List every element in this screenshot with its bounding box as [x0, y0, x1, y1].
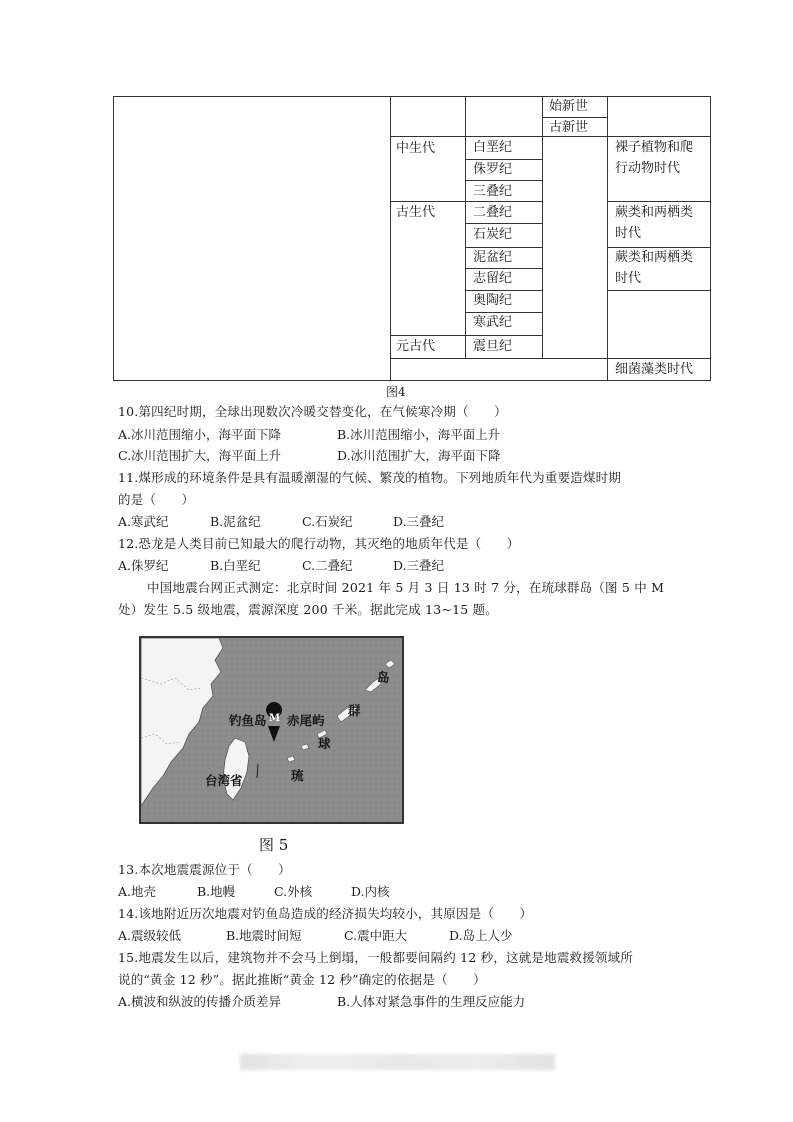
- q14-option-a: A.震级较低: [118, 928, 182, 943]
- life-gymnosperm-line1: 裸子植物和爬: [615, 140, 694, 155]
- period-jurassic: 侏罗纪: [473, 162, 513, 177]
- q14-option-c: C.震中距大: [344, 928, 408, 943]
- question-15-stem-cont: 说的“黄金 12 秒”。据此推断“黄金 12 秒”确定的依据是（ ）: [118, 972, 486, 987]
- period-carboniferous: 石炭纪: [473, 227, 513, 242]
- q11-option-c: C.石炭纪: [302, 514, 353, 529]
- question-14-stem: 14.该地附近历次地震对钓鱼岛造成的经济损失均较小，其原因是（ ）: [118, 906, 533, 921]
- question-11-stem-cont: 的是（ ）: [118, 492, 195, 507]
- q10-option-a: A.冰川范围缩小，海平面下降: [118, 427, 282, 442]
- q11-option-a: A.寒武纪: [118, 514, 169, 529]
- q15-option-a: A.横波和纵波的传播介质差异: [118, 994, 282, 1009]
- map-marker-m: M: [269, 713, 281, 724]
- q12-option-d: D.三叠纪: [393, 558, 445, 573]
- era-proterozoic: 元古代: [396, 339, 436, 354]
- question-10-stem: 10.第四纪时期，全球出现数次冷暖交替变化，在气候寒冷期（ ）: [118, 404, 507, 419]
- label-dao: 岛: [377, 670, 390, 685]
- q10-option-d: D.冰川范围扩大，海平面下降: [337, 448, 501, 463]
- period-cambrian: 寒武纪: [473, 315, 513, 330]
- period-cretaceous: 白垩纪: [473, 140, 513, 155]
- epoch-eocene: 始新世: [549, 99, 589, 114]
- figure-4-caption: 图4: [386, 385, 406, 399]
- life-fern-line2: 时代: [615, 226, 642, 241]
- map-graphic: [141, 638, 402, 822]
- question-11-stem: 11.煤形成的环境条件是具有温暖潮湿的气候、繁茂的植物。下列地质年代为重要造煤时期: [118, 470, 622, 485]
- q10-option-c: C.冰川范围扩大，海平面上升: [118, 448, 282, 463]
- q13-option-b: B.地幔: [197, 884, 236, 899]
- geologic-time-table: [113, 96, 711, 381]
- q10-option-b: B.冰川范围缩小，海平面上升: [337, 427, 501, 442]
- q14-option-b: B.地震时间短: [226, 928, 302, 943]
- q13-option-c: C.外核: [274, 884, 313, 899]
- blurred-footer: [240, 1054, 555, 1070]
- q11-option-d: D.三叠纪: [393, 514, 445, 529]
- label-diaoyu: 钓鱼岛: [229, 713, 267, 728]
- life-fern-line1: 蕨类和两栖类: [615, 205, 694, 220]
- label-liu: 琉: [291, 768, 304, 783]
- life-gymnosperm-line2: 行动物时代: [615, 161, 681, 176]
- question-12-stem: 12.恐龙是人类目前已知最大的爬行动物，其灭绝的地质年代是（ ）: [118, 536, 520, 551]
- life-bacteria: 细菌藻类时代: [615, 362, 694, 377]
- period-devonian: 泥盆纪: [473, 250, 513, 265]
- question-13-stem: 13.本次地震震源位于（ ）: [118, 862, 291, 877]
- q11-option-b: B.泥盆纪: [210, 514, 261, 529]
- q13-option-d: D.内核: [351, 884, 390, 899]
- q12-option-c: C.二叠纪: [302, 558, 353, 573]
- earthquake-intro-line2: 处）发生 5.5 级地震，震源深度 200 千米。据此完成 13~15 题。: [118, 602, 498, 617]
- label-chiwei: 赤尾屿: [287, 713, 325, 728]
- period-ordovician: 奥陶纪: [473, 293, 513, 308]
- label-taiwan: 台湾省: [205, 773, 243, 788]
- life-fern2-line1: 蕨类和两栖类: [615, 250, 694, 265]
- q12-option-b: B.白垩纪: [210, 558, 261, 573]
- q14-option-d: D.岛上人少: [449, 928, 513, 943]
- question-15-stem: 15.地震发生以后，建筑物并不会马上倒塌，一般都要间隔约 12 秒，这就是地震救援领域所: [118, 950, 634, 965]
- ryukyu-map: [139, 636, 404, 824]
- period-silurian: 志留纪: [473, 271, 513, 286]
- epoch-paleocene: 古新世: [549, 120, 589, 135]
- period-triassic: 三叠纪: [473, 184, 513, 199]
- label-qiu: 球: [318, 736, 331, 751]
- q13-option-a: A.地壳: [118, 884, 157, 899]
- q15-option-b: B.人体对紧急事件的生理反应能力: [337, 994, 526, 1009]
- period-permian: 二叠纪: [473, 205, 513, 220]
- earthquake-intro-line1: 中国地震台网正式测定：北京时间 2021 年 5 月 3 日 13 时 7 分，在琉球群岛（图 5 中 M: [147, 580, 665, 595]
- figure-5-caption: 图 5: [259, 836, 289, 854]
- era-paleozoic: 古生代: [396, 205, 436, 220]
- q12-option-a: A.侏罗纪: [118, 558, 169, 573]
- life-fern2-line2: 时代: [615, 271, 642, 286]
- period-sinian: 震旦纪: [473, 339, 513, 354]
- label-qun: 群: [348, 703, 361, 718]
- era-mesozoic: 中生代: [396, 141, 436, 156]
